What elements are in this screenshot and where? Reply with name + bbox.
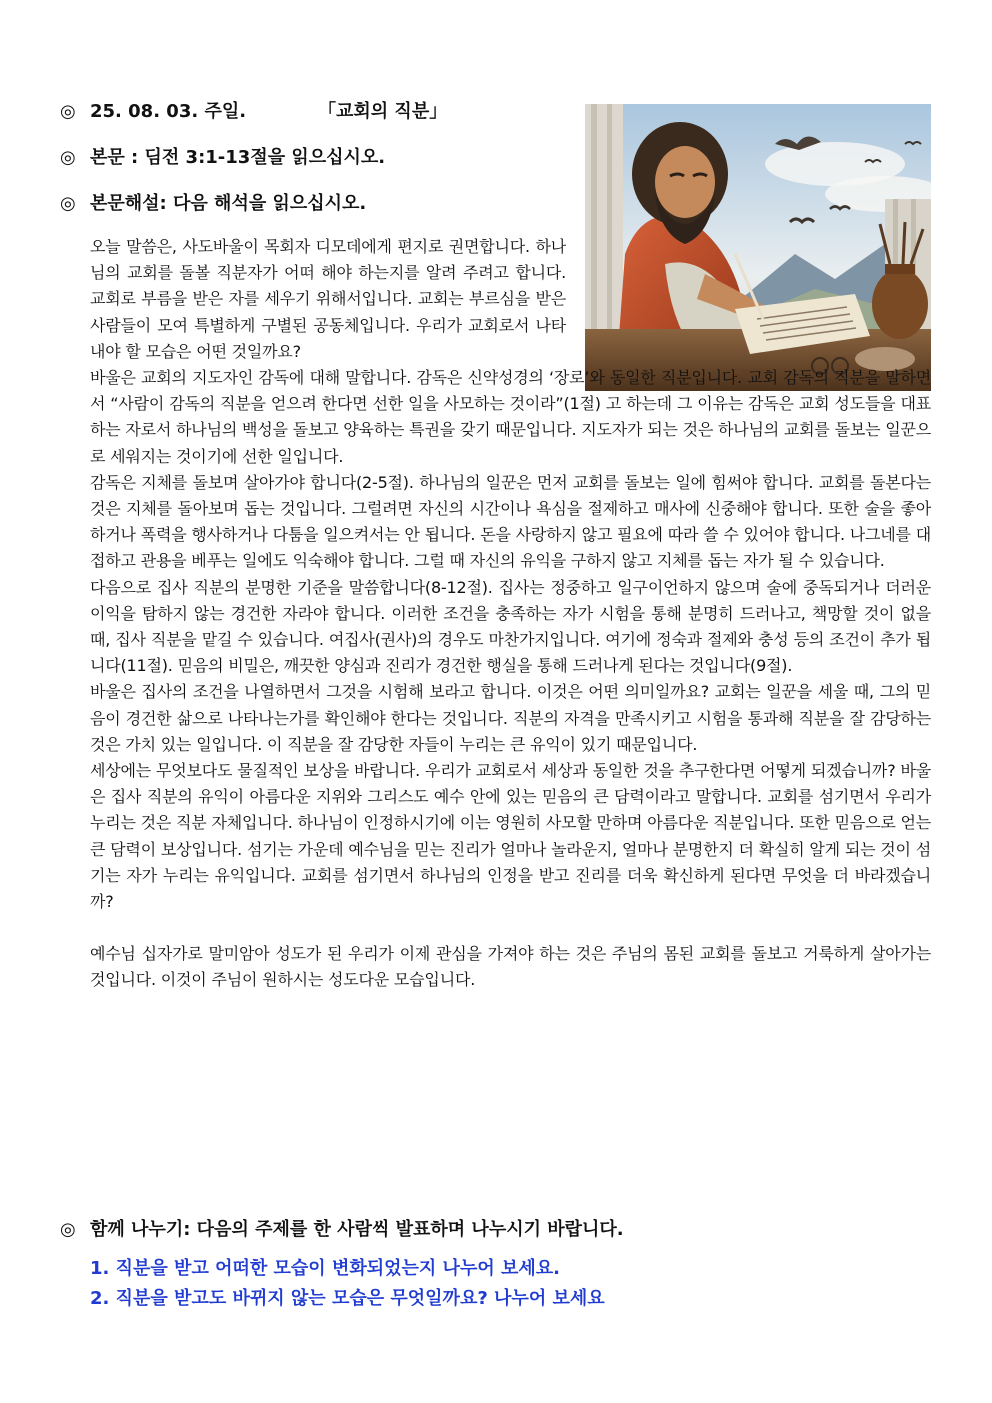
sharing-heading-text: 함께 나누기: 다음의 주제를 한 사람씩 발표하며 나누시기 바랍니다. — [90, 1219, 624, 1240]
discussion-question: 1. 직분을 받고 어떠한 모습이 변화되었는지 나누어 보세요. — [90, 1258, 560, 1279]
paragraph-spacer — [90, 915, 931, 941]
paragraph: 다음으로 집사 직분의 분명한 기준을 말씀합니다(8-12절). 집사는 정중하고 일구이언하지 않으며 술에 중독되거나 더러운 이익을 탐하지 않는 경건한 자라야 합니다. 이러한 조건을 충족하는 자가 시험을 통해 분명히 드러나고, 책망할 것이 없을 때, 집사 직분을 맡길 수 있습니다. 여집사(권사)의 경우도 마찬가지입니다. 여기에 정숙과 절제와 충성 등의 조건이 추가 됩니다(11절). 믿음의 비밀은, 깨끗한 양심과 진리가 경건한 행실을 통해 드러나게 된다는 것입니다(9절). — [90, 577, 931, 676]
commentary-heading-text: 본문해설: 다음 해석을 읽으십시오. — [90, 193, 367, 214]
sermon-date: 25. 08. 03. 주일. — [90, 101, 247, 122]
paragraph: 오늘 말씀은, 사도바울이 목회자 디모데에게 편지로 권면합니다. 하나님의 교회를 돌볼 직분자가 어떠 해야 하는지를 알려 주려고 합니다. 교회로 부름을 받은 자를 세우기 위해서입니다. 교회는 부르심을 받은 사람들이 모여 특별하게 구별된 공동체입니다. 우리가 교회로서 나타내야 할 모습은 어떤 것일까요? — [90, 237, 566, 361]
scripture-heading — [60, 146, 385, 170]
paragraph: 바울은 교회의 지도자인 감독에 대해 말합니다. 감독은 신약성경의 ‘장로’와 동일한 직분입니다. 교회 감독의 직분을 말하면서 “사람이 감독의 직분을 얻으려 한다면 선한 일을 사모하는 것이라”(1절) 고 하는데 그 이유는 감독은 교회 성도들을 대표하는 자로서 하나님의 백성을 돌보고 양육하는 특권을 갖기 때문입니다. 지도자가 되는 것은 하나님의 교회를 돌보는 일꾼으로 세워지는 것이기에 선한 일입니다. — [90, 368, 931, 466]
page-title — [60, 100, 447, 124]
paragraph: 예수님 십자가로 말미암아 성도가 된 우리가 이제 관심을 가져야 하는 것은 주님의 몸된 교회를 돌보고 거룩하게 살아가는 것입니다. 이것이 주님이 원하시는 성도다운 모습입니다. — [90, 944, 931, 990]
discussion-question: 2. 직분을 받고도 바뀌지 않는 모습은 무엇일까요? 나누어 보세요 — [90, 1288, 605, 1309]
sermon-title: 「교회의 직분」 — [318, 101, 448, 122]
sharing-bullet-icon: ◎ — [60, 1219, 76, 1240]
paragraph: 세상에는 무엇보다도 물질적인 보상을 바랍니다. 우리가 교회로서 세상과 동일한 것을 추구한다면 어떻게 되겠습니까? 바울은 집사 직분의 유익이 아름다운 지위와 그리스도 예수 안에 있는 믿음의 큰 담력이라고 말합니다. 교회를 섬기면서 우리가 누리는 것은 직분 자체입니다. 하나님이 인정하시기에 이는 영원히 사모할 만하며 아름다운 직분입니다. 또한 믿음으로 얻는 큰 담력이 보상입니다. 섬기는 가운데 예수님을 믿는 진리가 얼마나 놀라운지, 얼마나 분명한지 더 확실히 알게 되는 것이 섬기는 자가 누리는 유익입니다. 교회를 섬기면서 하나님의 인정을 받고 진리를 더욱 확신하게 된다면 무엇을 더 바라겠습니까? — [90, 761, 931, 912]
scripture-bullet-icon: ◎ — [60, 147, 76, 168]
scripture-reference: 본문 : 딤전 3:1-13절을 읽으십시오. — [90, 147, 386, 168]
discussion-questions — [90, 1254, 605, 1314]
paragraph: 감독은 지체를 돌보며 살아가야 합니다(2-5절). 하나님의 일꾼은 먼저 교회를 돌보는 일에 힘써야 합니다. 교회를 돌본다는 것은 지체를 돌아보며 돕는 것입니다. 그럴려면 자신의 시간이나 욕심을 절제하고 매사에 신중해야 합니다. 또한 술을 좋아하거나 폭력을 행사하거나 다툼을 일으켜서는 안 됩니다. 돈을 사랑하지 않고 필요에 따라 쓸 수 있어야 합니다. 나그네를 대접하고 관용을 베푸는 일에도 익숙해야 합니다. 그럴 때 자신의 유익을 구하지 않고 지체를 돕는 자가 될 수 있습니다. — [90, 472, 931, 571]
paragraph: 바울은 집사의 조건을 나열하면서 그것을 시험해 보라고 합니다. 이것은 어떤 의미일까요? 교회는 일꾼을 세울 때, 그의 믿음이 경건한 삶으로 나타나는가를 확인해야 한다는 것입니다. 직분의 자격을 만족시키고 시험을 통과해 직분을 잘 감당하는 것은 가치 있는 일입니다. 이 직분을 잘 감당한 자들이 누리는 큰 유익이 있기 때문입니다. — [90, 682, 931, 754]
commentary-bullet-icon: ◎ — [60, 193, 76, 214]
title-bullet-icon: ◎ — [60, 101, 76, 122]
commentary-body — [90, 234, 931, 994]
commentary-heading — [60, 192, 366, 216]
sharing-heading — [60, 1218, 624, 1242]
